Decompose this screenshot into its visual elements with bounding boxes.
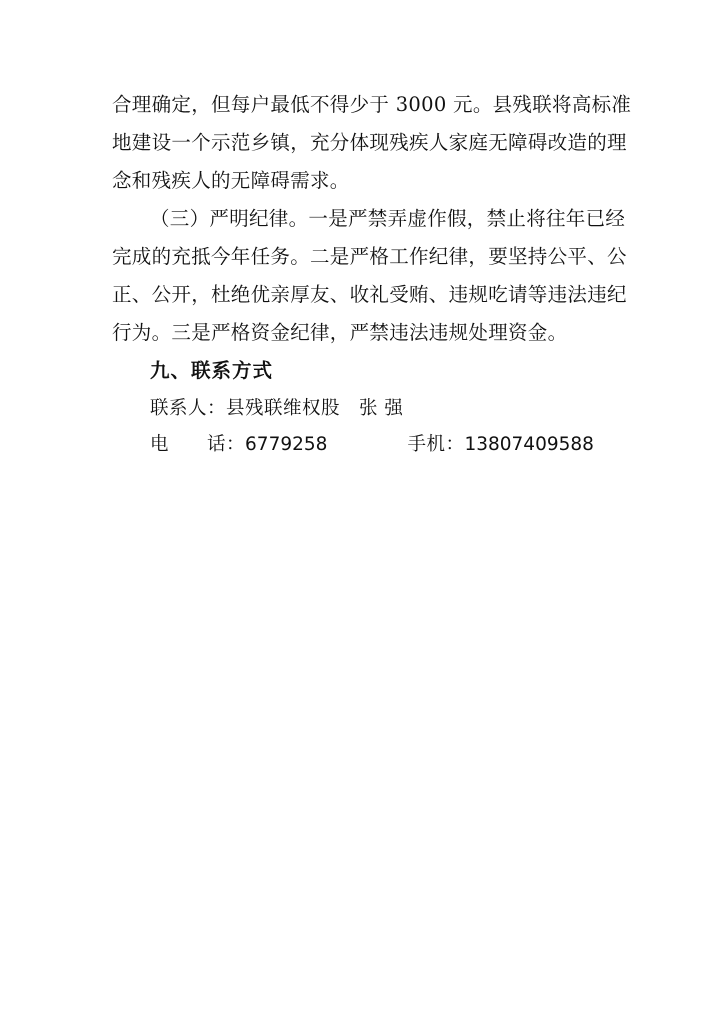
paragraph-1-line-2: 地建设一个示范乡镇，充分体现残疾人家庭无障碍改造的理 [112,131,627,154]
paragraph-2-line-1: （三）严明纪律。一是严禁弄虚作假，禁止将往年已经 [150,207,626,230]
paragraph-2-line-4: 行为。三是严格资金纪律，严禁违法违规处理资金。 [112,321,568,344]
paragraph-1-line-3: 念和残疾人的无障碍需求。 [112,169,350,192]
mobile-label: 手机： [407,434,465,455]
paragraph-1-line-1: 合理确定，但每户最低不得少于 3000 元。县残联将高标准 [112,93,632,116]
section-heading-contact: 九、联系方式 [150,359,274,382]
contact-person-row [150,396,403,422]
contact-person-label: 联系人： [150,398,227,419]
phone-label-part-1: 电 [150,434,170,455]
contact-person-value: 县残联维权股 张 强 [226,398,404,419]
phone-label-part-2: 话： [207,434,246,455]
contact-phone-row [150,432,594,458]
mobile-number: 13807409588 [464,434,594,455]
paragraph-2-line-2: 完成的充抵今年任务。二是严格工作纪律，要坚持公平、公 [112,245,627,268]
paragraph-2-line-3: 正、公开，杜绝优亲厚友、收礼受贿、违规吃请等违法违纪 [112,283,627,306]
phone-number: 6779258 [245,434,328,455]
